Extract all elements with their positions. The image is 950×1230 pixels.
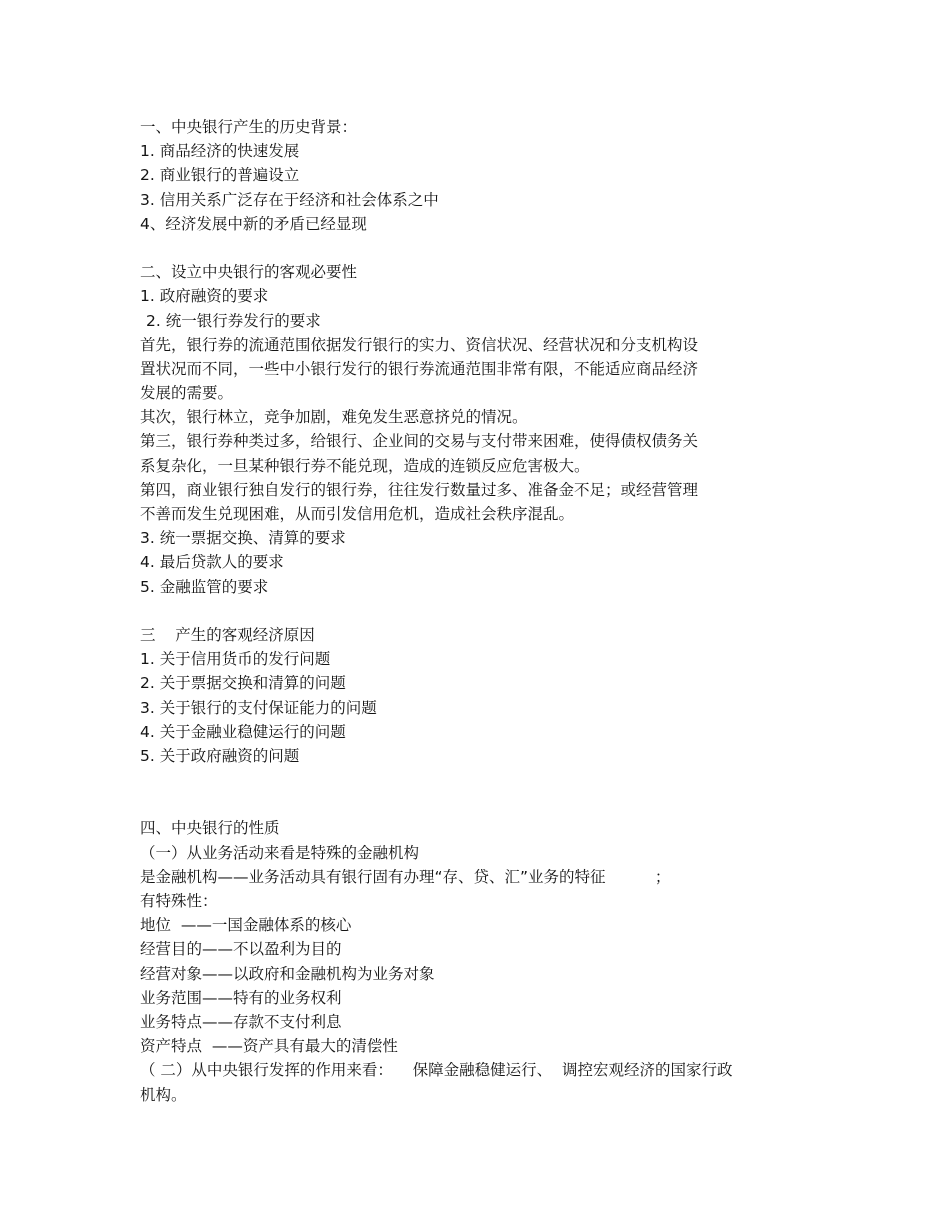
paragraph-line: 置状况而不同，一些中小银行发行的银行券流通范围非常有限，不能适应商品经济: [140, 359, 699, 378]
section-necessity: [140, 260, 820, 599]
feature-line: 资产特点 ——资产具有最大的清偿性: [140, 1037, 398, 1056]
section-heading: 三 产生的客观经济原因: [140, 625, 315, 644]
feature-line: 地位 ——一国金融体系的核心: [140, 916, 352, 935]
list-item: 2. 关于票据交换和清算的问题: [140, 674, 346, 693]
list-item: 4. 关于金融业稳健运行的问题: [140, 722, 346, 741]
section-economic-reasons: [140, 623, 820, 768]
paragraph-line: 不善而发生兑现困难，从而引发信用危机，造成社会秩序混乱。: [140, 505, 575, 523]
list-item: 5. 金融监管的要求: [140, 577, 269, 596]
list-item: 3. 统一票据交换、清算的要求: [140, 529, 346, 548]
feature-line: 业务特点——存款不支付利息: [140, 1012, 342, 1031]
spacer: [140, 599, 820, 623]
spacer: [140, 768, 820, 816]
list-item: 4、经济发展中新的矛盾已经显现: [140, 214, 367, 233]
paragraph-line: 发展的需要。: [140, 384, 234, 403]
paragraph-line: 第三，银行券种类过多，给银行、企业间的交易与支付带来困难，使得债权债务关: [140, 432, 699, 451]
list-item: 1. 关于信用货币的发行问题: [140, 650, 331, 669]
list-item: 4. 最后贷款人的要求: [140, 553, 284, 572]
subheading: （ 二）从中央银行发挥的作用来看： 保障金融稳健运行、 调控宏观经济的国家行政: [140, 1061, 733, 1080]
list-item: 1. 商品经济的快速发展: [140, 142, 300, 161]
paragraph-line: 有特殊性：: [140, 892, 218, 911]
list-item: 1. 政府融资的要求: [140, 287, 269, 306]
feature-line: 业务范围——特有的业务权利: [140, 988, 342, 1007]
spacer: [140, 236, 820, 260]
list-item: 2. 统一银行券发行的要求: [146, 311, 321, 330]
list-item: 2. 商业银行的普遍设立: [140, 166, 300, 185]
section-heading: 一、中央银行产生的历史背景：: [140, 118, 358, 136]
paragraph-line: 第四，商业银行独自发行的银行券，往往发行数量过多、准备金不足；或经营管理: [140, 480, 699, 499]
section-heading: 四、中央银行的性质: [140, 819, 280, 838]
section-heading: 二、设立中央银行的客观必要性: [140, 263, 358, 282]
paragraph-line: 是金融机构——业务活动具有银行固有办理“存、贷、汇”业务的特征 ；: [140, 867, 671, 886]
feature-line: 经营对象——以政府和金融机构为业务对象: [140, 964, 435, 983]
feature-line: 经营目的——不以盈利为目的: [140, 940, 342, 959]
paragraph-line: 系复杂化，一旦某种银行券不能兑现，造成的连锁反应危害极大。: [140, 456, 590, 475]
section-nature: [140, 816, 820, 1106]
list-item: 5. 关于政府融资的问题: [140, 746, 300, 765]
document-page: [140, 115, 820, 1107]
paragraph-line: 首先，银行券的流通范围依据发行银行的实力、资信状况、经营状况和分支机构设: [140, 335, 699, 354]
list-item: 3. 关于银行的支付保证能力的问题: [140, 698, 377, 717]
section-history-background: [140, 115, 820, 236]
paragraph-line: 机构。: [140, 1085, 187, 1104]
subheading: （一）从业务活动来看是特殊的金融机构: [140, 843, 420, 862]
paragraph-line: 其次，银行林立，竞争加剧，难免发生恶意挤兑的情况。: [140, 408, 528, 427]
list-item: 3. 信用关系广泛存在于经济和社会体系之中: [140, 190, 439, 209]
